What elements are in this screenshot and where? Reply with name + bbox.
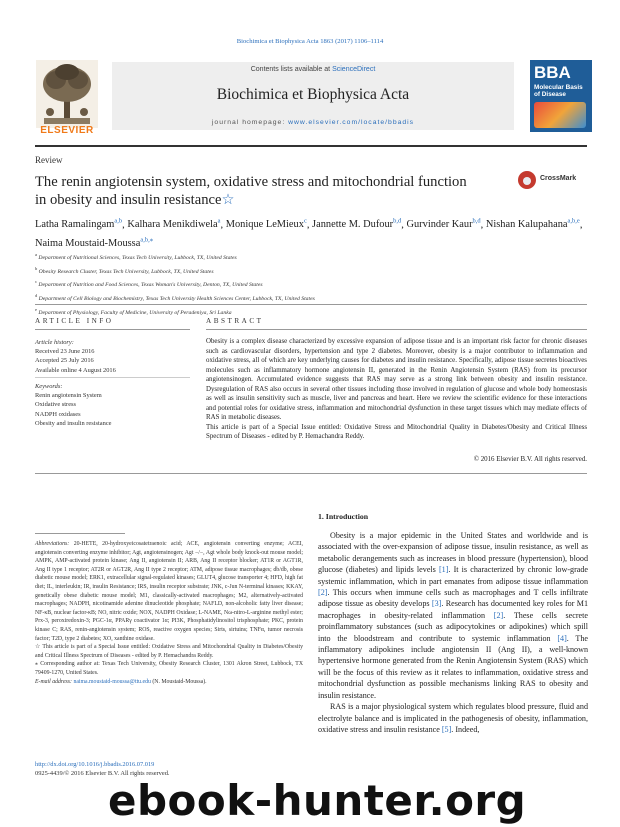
author-name: Latha Ramalingam [35, 219, 115, 231]
email-footnote [35, 678, 303, 687]
elsevier-tree-logo [36, 60, 98, 128]
author[interactable] [35, 238, 153, 249]
journal-header [30, 60, 592, 138]
title-footnote-mark[interactable]: ☆ [221, 192, 235, 208]
affiliation-rule [35, 304, 587, 305]
cover-subtitle: Molecular Basis of Disease [534, 84, 583, 98]
author-affiliation-marks[interactable]: a,b,⁎ [140, 236, 153, 244]
author-name: Jannette M. Dufour [312, 219, 394, 231]
affiliation-item [35, 250, 590, 264]
affiliation-item [35, 291, 590, 305]
affiliation-text: Obesity Research Cluster, Texas Tech University, Lubbock, TX, United States [38, 268, 214, 275]
cover-artwork [534, 102, 586, 128]
abbreviations-footnote [35, 540, 303, 643]
footnote-rule [35, 533, 125, 534]
citation-link[interactable]: [2] [493, 610, 504, 620]
homepage-line [112, 119, 514, 126]
author[interactable] [226, 219, 307, 230]
intro-paragraph-2 [318, 701, 588, 735]
intro-text: . This occurs when immune cells such as macrophages and T cells infiltrate adipose tissue as obesity develops [318, 588, 588, 609]
journal-cover-thumbnail[interactable] [530, 60, 592, 132]
doi-link[interactable]: http://dx.doi.org/10.1016/j.bbadis.2016.07.019 [35, 761, 155, 768]
author[interactable] [486, 219, 580, 230]
intro-text: Obesity is a major epidemic in the United States and worldwide and is associated with the over-expansion of adipose tissue, insulin resistance, as well as metabolic derangements such as increases in blood pressure (hypertension), blood glucose (diabetes) and lipids levels [318, 531, 588, 575]
author[interactable] [312, 219, 401, 230]
abstract-body [206, 337, 587, 442]
keywords-rule [35, 377, 190, 378]
abstract-heading: ABSTRACT [206, 317, 264, 325]
intro-text: . The inflammatory adipokines include angiotensin II (Ang II), a well-known hypertensive hormone generated from the Renin Angiotensin System (RAS) which will be the focus of this review as it relates to inflammation, oxidative stress and mitochondrial dysfunction as possible mechanisms linking RAS to obesity and insulin resistance. [318, 633, 589, 700]
history-label: Article history: [35, 339, 74, 346]
abstract-special-issue: This article is part of a Special Issue entitled: Oxidative Stress and Mitochondrial Quality in Diabetes/Obesity and Critical Illness Spectrum of Diseases - edited by P. Hemachandra Reddy. [206, 423, 587, 441]
history-online: Available online 4 August 2016 [35, 366, 116, 374]
email-link[interactable]: naima.moustaid-moussa@ttu.edu [73, 678, 151, 685]
citation-link[interactable]: [4] [557, 633, 567, 643]
article-title-text: The renin angiotensin system, oxidative stress and mitochondrial function in obesity and insulin resistance [35, 174, 467, 208]
author-affiliation-marks[interactable]: b,d [472, 218, 481, 225]
crossmark-icon [518, 171, 536, 189]
intro-paragraph-1 [318, 530, 588, 701]
email-label: E-mail address: [35, 678, 72, 685]
keyword-item: Renin angiotensin System [35, 392, 102, 400]
author-affiliation-marks[interactable]: c [303, 218, 307, 225]
abbreviations-text: 20-HETE, 20-hydroxyeicosatetraenoic acid; ACE, angiotensin converting enzyme; ACEI, angiotensin converting enzyme inhibitor; Agt, angiotensinogen; Agt −/−, Agt whole body knock-out mouse model; AMPK, AMP-activated protein kinase; Ang II, angiotensin II; ARB, Ang II receptor blocker; AT1R or AGT1R, Ang II type 1 receptor; AT2R or AGT2R, Ang II type 2 receptor; ATM, adipose tissue macrophages; db/db, obese diabetic mouse model; ERK1, extracellular signal-regulated kinases; GLUT4, glucose transporter 4; HFD, high fat diet; IL, interleukin; IR, insulin Resistance; IRS, insulin receptor substrate; JNK, c-Jun N-terminal kinases; KKAY, genetically obese diabetic mouse model; M1, classically-activated macrophages; M2, alternatively-activated macrophages; NADPH, nicotinamide adenine dinucleotide phosphate; NAFLD, non-alcoholic fatty liver disease; NF-κB, nuclear factor-κB; NO, nitric oxide; NOX, NADPH Oxidase; L-NAME, Nω-nitro-L-arginine methyl ester; Prx-3, peroxiredoxin-3; PGC-1α, PPARγ coactivator 1α; PI3K, Phosphatidylinositol trisphosphate; PKC, protein kinase C; RAS, renin-angiotensin system; ROS, reactive oxygen species; Sirts, sirtuins; TNFα, tumor necrosis factor; T2D, type 2 diabetes; XO, xanthine oxidase. [35, 541, 303, 642]
article-title [35, 173, 475, 209]
abstract-text: Obesity is a complex disease characterized by excessive expansion of adipose tissue and is an important risk factor for chronic diseases such as cardiovascular disorders, hypertension and type 2 diabetes. Moreover, obesity is a major contributor to inflammation and oxidative stress, all of which are key underlying causes for diabetes and insulin resistance. Specifically, adipose tissue secretes bioactives molecules such as inflammatory hormone angiotensin II, generated in the Renin Angiotensin System (RAS) from its precursor angiotensinogen. Accumulated evidence suggests that RAS may serve as a strong link between obesity and insulin resistance. Dysregulation of RAS also occurs in several other tissues including those involved in regulation of glucose and whole body homeostasis as well as insulin sensitivity such as muscle, liver and pancreas and heart. Here we review the scientific evidence for these interactions and potential roles for oxidative stress, inflammation and mitochondrial dysfunction in these target tissues which may mediate effects of RAS in metabolic diseases. [206, 338, 587, 422]
intro-text: RAS is a major physiological system which regulates blood pressure, fluid and electrolyte balance and is implicated in the pathogenesis of obesity, inflammation, oxidative stress and insulin resistance [318, 702, 588, 734]
author-name: Kalhara Menikdiwela [127, 219, 218, 231]
keywords-label: Keywords: [35, 383, 63, 390]
affiliation-key: a [35, 252, 37, 257]
affiliation-item [35, 264, 590, 278]
header-center-band [112, 62, 514, 130]
introduction-heading: 1. Introduction [318, 512, 369, 521]
homepage-link[interactable]: www.elsevier.com/locate/bbadis [288, 119, 415, 126]
citation-link[interactable]: [2] [318, 588, 328, 598]
author-name: Naima Moustaid-Moussa [35, 237, 141, 249]
history-received: Received 23 June 2016 [35, 348, 95, 356]
article-info-rule [35, 329, 190, 330]
keyword-item: Obesity and insulin resistance [35, 419, 112, 427]
author-list: Latha Ramalingam$^{a,b}$, Kalhara Menikdiwela$^a$, Monique LeMieux$^c$, Jannette M. Dufour$^{b,d}$, Gurvinder Kaur$^{b,d}$, Nishan Kalupahana$^{a,b,e}$, Naima Moustaid-Moussa$^{a,b,⁎}$ [35, 218, 583, 249]
affiliation-key: d [35, 293, 38, 299]
cover-title: BBA [534, 63, 571, 82]
intro-text: . Research has documented key roles for M1 macrophages in obesity-related inflammation [318, 599, 589, 620]
citation-link[interactable]: [5] [441, 724, 452, 734]
keyword-item: Oxidative stress [35, 401, 76, 409]
citation-link[interactable]: [3] [431, 599, 442, 609]
crossmark-badge[interactable] [518, 170, 588, 190]
affiliation-key: c [35, 279, 37, 285]
author[interactable] [35, 219, 122, 230]
homepage-prefix: journal homepage: [211, 119, 286, 126]
keyword-list [35, 382, 190, 428]
intro-text: . It is characterized by chronic low-grade systemic inflammation, which in part emanates from adipose tissue inflammation [318, 565, 588, 586]
publisher-name: ELSEVIER [40, 125, 94, 136]
author[interactable] [127, 219, 220, 230]
watermark: ebook-hunter.org [108, 776, 527, 825]
corresponding-author-footnote: ⁎ Corresponding author at: Texas Tech University, Obesity Research Cluster, 1301 Akron Street, Lubbock, TX 79409-1270, United States. [35, 661, 303, 676]
issn-line: 0925-4439/© 2016 Elsevier B.V. All rights reserved. [35, 769, 170, 777]
email-suffix: (N. Moustaid-Moussa). [152, 678, 207, 685]
history-accepted: Accepted 25 July 2016 [35, 357, 94, 365]
author-affiliation-marks[interactable]: a,b,e [567, 218, 580, 225]
contents-line [112, 66, 514, 73]
affiliation-text: Department of Nutrition and Food Sciences, Texas Woman's University, Denton, TX, United States [38, 282, 263, 289]
special-issue-footnote: ☆ This article is part of a Special Issue entitled: Oxidative Stress and Mitochondrial Quality in Diabetes/Obesity and Critical Illness Spectrum of Diseases - edited by P. Hemachandra Reddy. [35, 644, 303, 659]
abstract-rule [206, 329, 587, 330]
author[interactable] [406, 219, 480, 230]
header-rule [35, 145, 587, 147]
journal-reference[interactable]: Biochimica et Biophysica Acta 1863 (2017) 1106–1114 [236, 38, 384, 45]
article-info-heading: ARTICLE INFO [35, 317, 114, 325]
author-affiliation-marks[interactable]: b,d [393, 218, 402, 225]
abstract-end-rule [35, 473, 587, 474]
affiliation-text: Department of Cell Biology and Biochemistry, Texas Tech University Health Sciences Center, Lubbock, TX, United States [38, 295, 315, 302]
article-section-label: Review [35, 155, 63, 165]
intro-text: . Indeed, [451, 724, 480, 734]
author-name: Nishan Kalupahana [485, 219, 568, 231]
introduction-body [318, 530, 588, 735]
contents-prefix: Contents lists available at [250, 66, 331, 73]
sciencedirect-link[interactable]: ScienceDirect [332, 66, 376, 73]
author-name: Gurvinder Kaur [406, 219, 473, 231]
affiliation-text: Department of Physiology, Faculty of Medicine, University of Peradeniya, Sri Lanka [38, 309, 232, 316]
footnotes [35, 540, 303, 686]
abbreviations-label: Abbreviations: [35, 541, 70, 547]
affiliation-key: e [35, 306, 37, 312]
affiliation-item [35, 277, 590, 291]
intro-text: . These cells secrete proinflammatory substances (such as adipocytokines or adipokines) which spill into the bloodstream and contribute to systemic inflammation [318, 610, 588, 643]
author-affiliation-marks[interactable]: a [217, 218, 221, 225]
author-name: Monique LeMieux [225, 219, 304, 231]
author-affiliation-marks[interactable]: a,b [114, 218, 123, 225]
affiliation-item [35, 305, 590, 319]
affiliation-list [35, 250, 590, 318]
article-history [35, 338, 190, 375]
journal-title: Biochimica et Biophysica Acta [216, 86, 410, 103]
affiliation-text: Department of Nutritional Sciences, Texas Tech University, Lubbock, TX, United States [38, 254, 237, 261]
crossmark-label: CrossMark [540, 175, 577, 182]
citation-link[interactable]: [1] [438, 565, 449, 575]
abstract-copyright: © 2016 Elsevier B.V. All rights reserved. [473, 456, 587, 463]
affiliation-key: b [35, 265, 38, 271]
keyword-item: NADPH oxidases [35, 410, 81, 418]
